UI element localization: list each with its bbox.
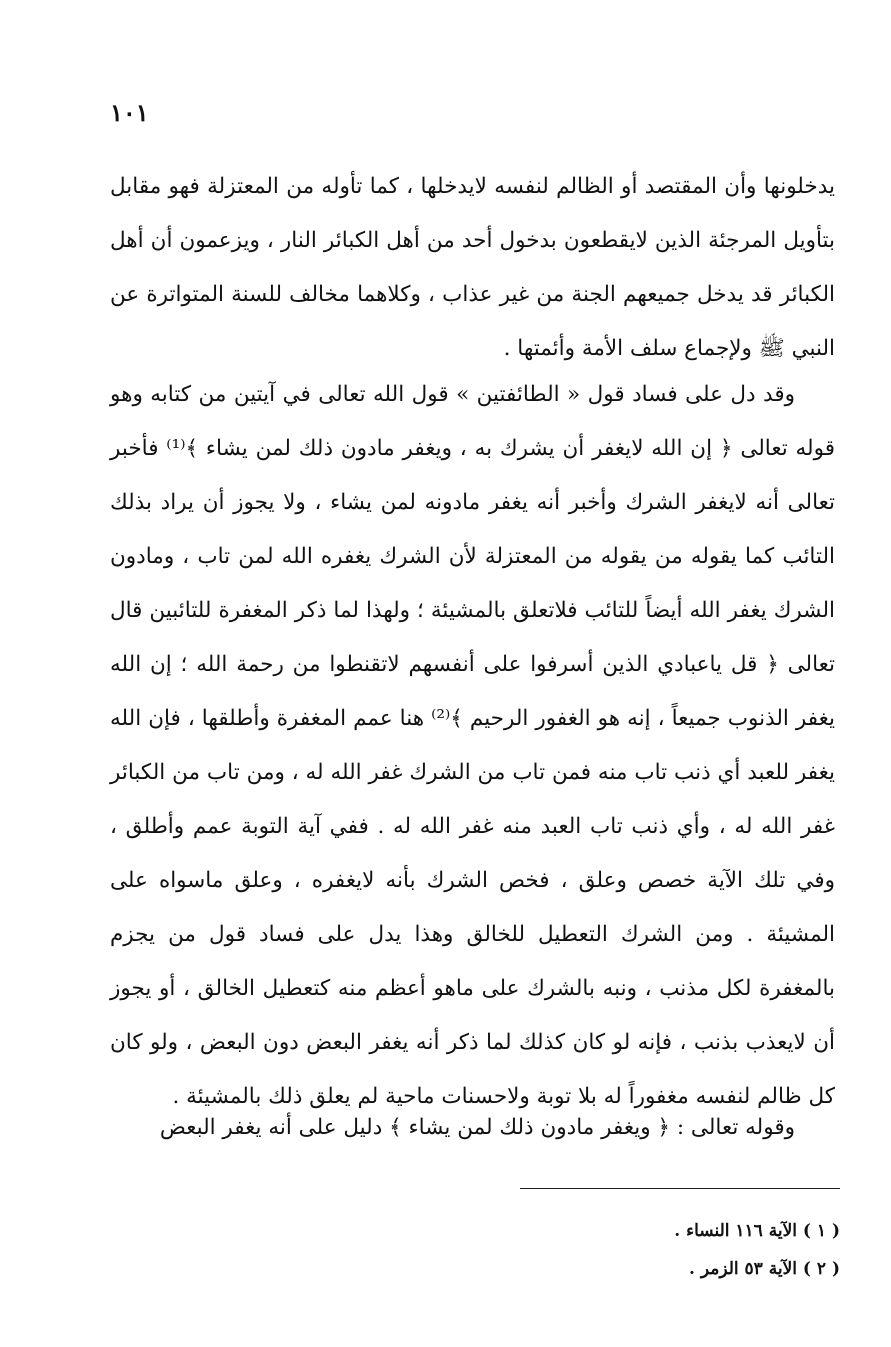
footnotes (520, 1212, 840, 1288)
footnote-2: ( ٢ ) الآية ٥٣ الزمر . (689, 1259, 840, 1279)
paragraph-1-block (110, 160, 835, 376)
footnote-divider (520, 1188, 840, 1189)
footnote-1: ( ١ ) الآية ١١٦ النساء . (674, 1221, 840, 1241)
page-number: ١٠١ (110, 98, 149, 127)
paragraph-2: وقد دل على فساد قول « الطائفتين » قول الله تعالى في آيتين من كتابه وهو قوله تعالى ﴿ إن الله لايغفر أن يشرك به ، ويغفر مادون ذلك لمن يشاء ﴾⁽¹⁾ فأخبر تعالى أنه لايغفر الشرك وأخبر أنه يغفر مادونه لمن يشاء ، ولا يجوز أن يراد بذلك التائب كما يقوله من يقوله من المعتزلة لأن الشرك يغفره الله لمن تاب ، ومادون الشرك يغفر الله أيضاً للتائب فلاتعلق بالمشيئة ؛ ولهذا لما ذكر المغفرة للتائبين قال تعالى ﴿ قل ياعبادي الذين أسرفوا على أنفسهم لاتقنطوا من رحمة الله ؛ إن الله يغفر الذنوب جميعاً ، إنه هو الغفور الرحيم ﴾⁽²⁾ هنا عمم المغفرة وأطلقها ، فإن الله يغفر للعبد أي ذنب تاب منه فمن تاب من الشرك غفر الله له ، ومن تاب من الكبائر غفر الله له ، وأي ذنب تاب العبد منه غفر الله له . ففي آية التوبة عمم وأطلق ، وفي تلك الآية خصص وعلق ، فخص الشرك بأنه لايغفره ، وعلق ماسواه على المشيئة . ومن الشرك التعطيل للخالق وهذا يدل على فساد قول من يجزم بالمغفرة لكل مذنب ، ونبه بالشرك على ماهو أعظم منه كتعطيل الخالق ، أو يجوز أن لايعذب بذنب ، فإنه لو كان كذلك لما ذكر أنه يغفر البعض دون البعض ، ولو كان كل ظالم لنفسه مغفوراً له بلا توبة ولاحسنات ماحية لم يعلق ذلك بالمشيئة . (110, 382, 835, 1109)
paragraph-3-block (110, 1101, 835, 1155)
paragraph-3: وقوله تعالى : ﴿ ويغفر مادون ذلك لمن يشاء ﴾ دليل على أنه يغفر البعض (159, 1115, 795, 1140)
paragraph-1: يدخلونها وأن المقتصد أو الظالم لنفسه لايدخلها ، كما تأوله من المعتزلة فهو مقابل بتأويل المرجئة الذين لايقطعون بدخول أحد من أهل الكبائر النار ، ويزعمون أن أهل الكبائر قد يدخل جميعهم الجنة من غير عذاب ، وكلاهما مخالف للسنة المتواترة عن النبي ﷺ ولإجماع سلف الأمة وأئمتها . (110, 174, 835, 361)
paragraph-2-block (110, 368, 835, 1124)
